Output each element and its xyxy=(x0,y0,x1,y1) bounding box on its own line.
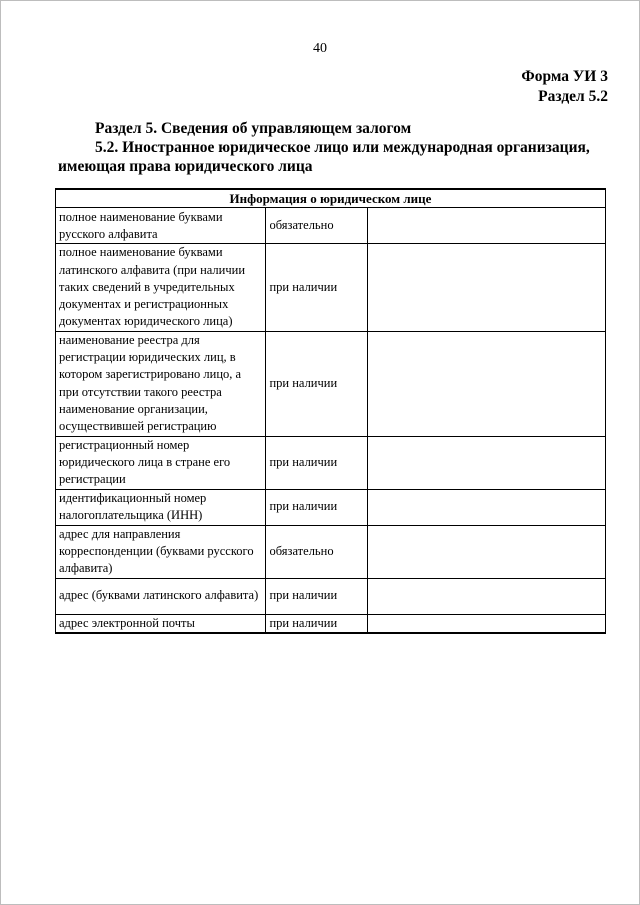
table-row xyxy=(56,578,606,614)
field-label: полное наименование буквами русского алфавита xyxy=(56,208,266,244)
table-row xyxy=(56,208,606,244)
table-header-row xyxy=(56,189,606,208)
value-cell[interactable] xyxy=(368,525,606,578)
legal-entity-info-table xyxy=(55,188,606,634)
table-row xyxy=(56,244,606,331)
value-cell[interactable] xyxy=(368,436,606,489)
field-label: адрес электронной почты xyxy=(56,614,266,633)
field-label: адрес (буквами латинского алфавита) xyxy=(56,578,266,614)
table-row xyxy=(56,331,606,436)
value-cell[interactable] xyxy=(368,331,606,436)
value-cell[interactable] xyxy=(368,578,606,614)
section-heading xyxy=(58,119,618,176)
table-row xyxy=(56,436,606,489)
requirement-label: при наличии xyxy=(266,578,368,614)
table-row xyxy=(56,614,606,633)
page-number: 40 xyxy=(313,41,327,56)
value-cell[interactable] xyxy=(368,489,606,525)
requirement-label: при наличии xyxy=(266,614,368,633)
requirement-label: при наличии xyxy=(266,244,368,331)
form-name: Форма УИ 3 xyxy=(521,68,608,85)
field-label: полное наименование буквами латинского алфавита (при наличии таких сведений в учредительных документах и регистрационных документах юридического лица) xyxy=(56,244,266,331)
table-row xyxy=(56,525,606,578)
form-identifier xyxy=(521,67,608,107)
heading-line-2: 5.2. Иностранное юридическое лицо или международная организация, xyxy=(95,139,590,156)
heading-line-3: имеющая права юридического лица xyxy=(58,158,313,175)
requirement-label: при наличии xyxy=(266,436,368,489)
field-label: адрес для направления корреспонденции (буквами русского алфавита) xyxy=(56,525,266,578)
value-cell[interactable] xyxy=(368,208,606,244)
heading-line-1: Раздел 5. Сведения об управляющем залогом xyxy=(95,120,412,137)
table-header: Информация о юридическом лице xyxy=(56,189,606,208)
form-section: Раздел 5.2 xyxy=(538,88,608,105)
requirement-label: при наличии xyxy=(266,489,368,525)
field-label: идентификационный номер налогоплательщика (ИНН) xyxy=(56,489,266,525)
field-label: наименование реестра для регистрации юридических лиц, в котором зарегистрировано лицо, а при отсутствии такого реестра наименование организации, осуществившей регистрацию xyxy=(56,331,266,436)
requirement-label: обязательно xyxy=(266,525,368,578)
value-cell[interactable] xyxy=(368,244,606,331)
table-row xyxy=(56,489,606,525)
field-label: регистрационный номер юридического лица в стране его регистрации xyxy=(56,436,266,489)
requirement-label: при наличии xyxy=(266,331,368,436)
value-cell[interactable] xyxy=(368,614,606,633)
requirement-label: обязательно xyxy=(266,208,368,244)
